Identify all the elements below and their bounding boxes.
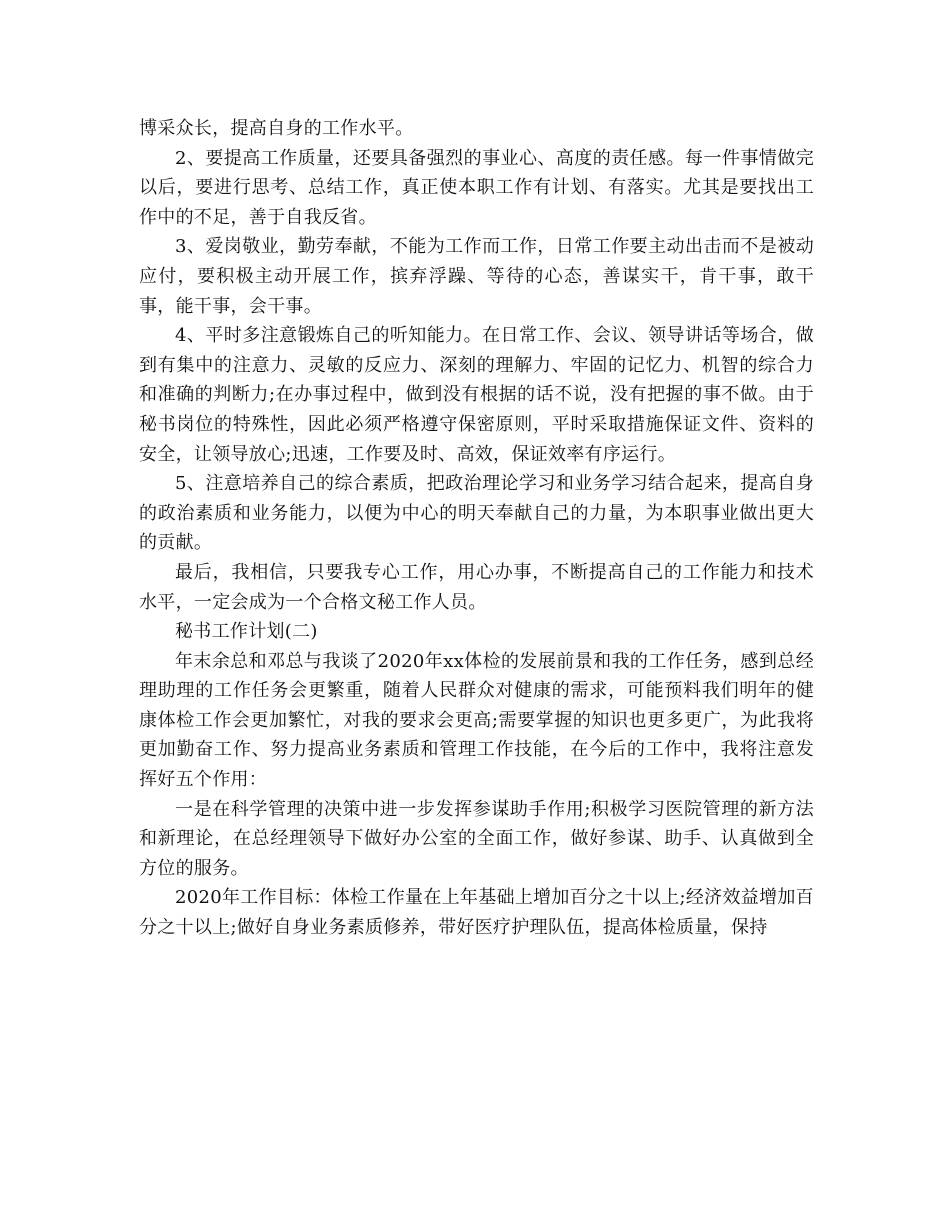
document-page <box>139 114 814 943</box>
paragraph-role-one: 一是在科学管理的决策中进一步发挥参谋助手作用;积极学习医院管理的新方法和新理论，在总经理领导下做好办公室的全面工作，做好参谋、助手、认真做到全方位的服务。 <box>139 798 814 879</box>
paragraph-item-4: 4、平时多注意锻炼自己的听知能力。在日常工作、会议、领导讲话等场合，做到有集中的注意力、灵敏的反应力、深刻的理解力、牢固的记忆力、机智的综合力和准确的判断力;在办事过程中，做到没有根据的话不说，没有把握的事不做。由于秘书岗位的特殊性，因此必须严格遵守保密原则，平时采取措施保证文件、资料的安全，让领导放心;迅速，工作要及时、高效，保证效率有序运行。 <box>139 325 814 465</box>
paragraph-item-3: 3、爱岗敬业，勤劳奉献，不能为工作而工作，日常工作要主动出击而不是被动应付，要积极主动开展工作，摈弃浮躁、等待的心态，善谋实干，肯干事，敢干事，能干事，会干事。 <box>139 236 814 317</box>
paragraph-goals: 2020年工作目标：体检工作量在上年基础上增加百分之十以上;经济效益增加百分之十以上;做好自身业务素质修养，带好医疗护理队伍，提高体检质量，保持 <box>139 887 814 939</box>
section-heading: 秘书工作计划(二) <box>175 621 318 643</box>
paragraph-continuation: 博采众长，提高自身的工作水平。 <box>139 118 414 139</box>
paragraph-conclusion: 最后，我相信，只要我专心工作，用心办事，不断提高自己的工作能力和技术水平，一定会成为一个合格文秘工作人员。 <box>139 561 814 613</box>
paragraph-intro: 年末余总和邓总与我谈了2020年xx体检的发展前景和我的工作任务，感到总经理助理的工作任务会更繁重，随着人民群众对健康的需求，可能预料我们明年的健康体检工作会更加繁忙，对我的要求会更高;需要掌握的知识也更多更广，为此我将更加勤奋工作、努力提高业务素质和管理工作技能，在今后的工作中，我将注意发挥好五个作用： <box>139 650 814 791</box>
paragraph-item-2: 2、要提高工作质量，还要具备强烈的事业心、高度的责任感。每一件事情做完以后，要进行思考、总结工作，真正使本职工作有计划、有落实。尤其是要找出工作中的不足，善于自我反省。 <box>139 147 814 228</box>
paragraph-item-5: 5、注意培养自己的综合素质，把政治理论学习和业务学习结合起来，提高自身的政治素质和业务能力，以便为中心的明天奉献自己的力量，为本职事业做出更大的贡献。 <box>139 473 814 554</box>
